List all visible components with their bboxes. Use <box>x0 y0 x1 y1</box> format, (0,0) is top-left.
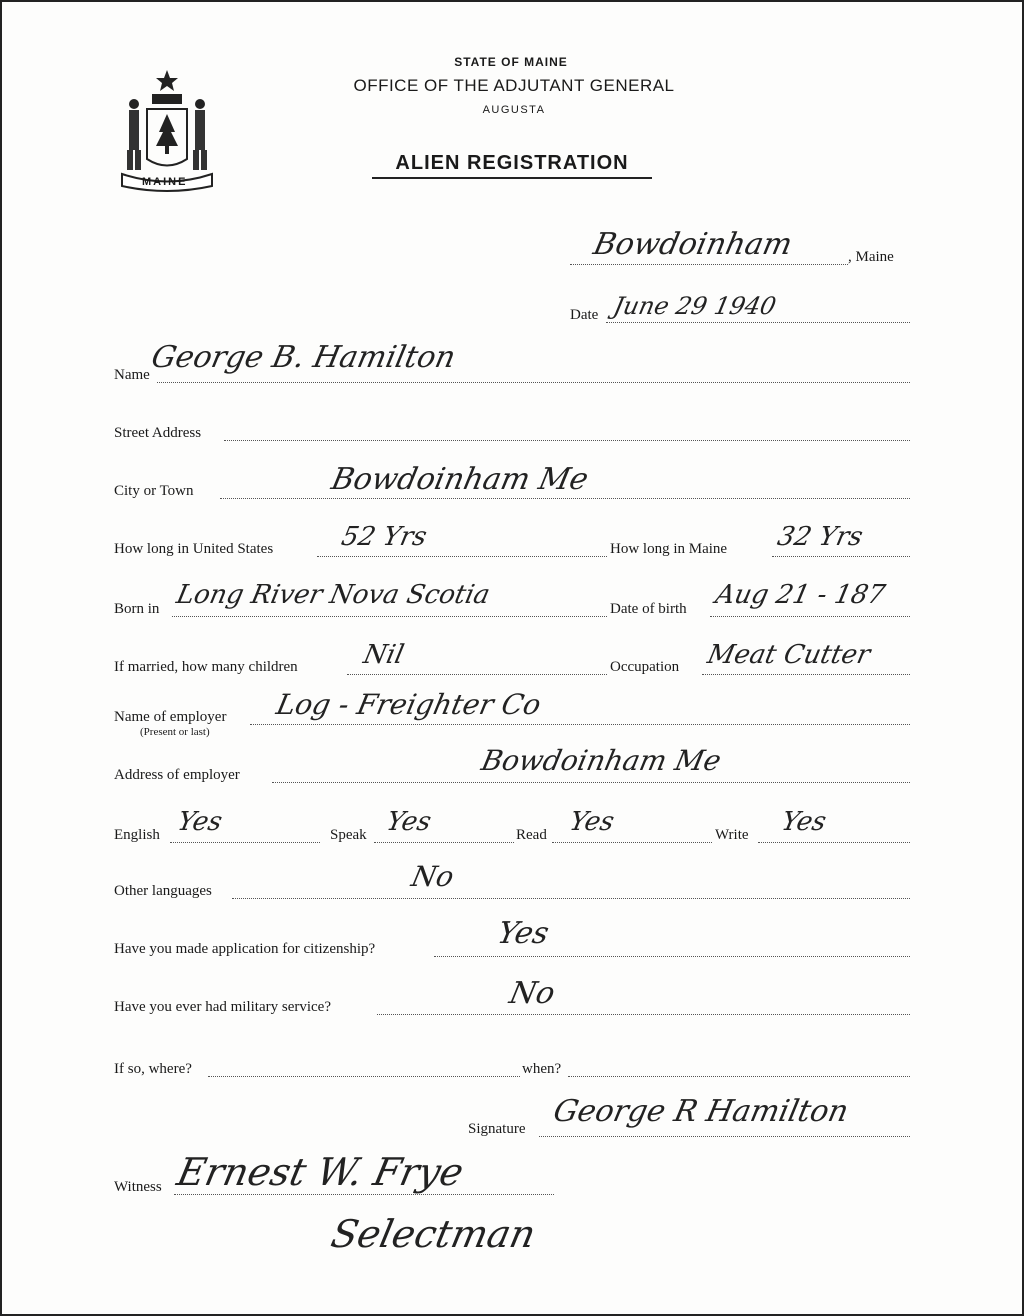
children-line <box>347 674 607 675</box>
where-label: If so, where? <box>114 1061 192 1077</box>
signature-label: Signature <box>468 1121 526 1137</box>
how-long-me-label: How long in Maine <box>610 541 728 557</box>
town-line <box>570 264 848 265</box>
street-label: Street Address <box>114 425 202 441</box>
speak-line <box>374 842 514 843</box>
header-city: AUGUSTA <box>482 104 546 116</box>
read-line <box>552 842 712 843</box>
dob-label: Date of birth <box>610 601 687 617</box>
citizenship-line <box>434 956 910 957</box>
name-label: Name <box>114 367 150 383</box>
city-line <box>220 498 910 499</box>
witness-title: Selectman <box>327 1212 540 1256</box>
born-in-value: Long River Nova Scotia <box>173 580 493 610</box>
maine-label: , Maine <box>848 249 894 265</box>
how-long-me-value: 32 Yrs <box>774 522 866 552</box>
form-title: ALIEN REGISTRATION <box>372 152 652 179</box>
citizenship-value: Yes <box>494 916 553 951</box>
town-value: Bowdoinham <box>590 227 796 262</box>
header-office: OFFICE OF THE ADJUTANT GENERAL <box>353 76 675 95</box>
dob-value: Aug 21 - 187 <box>712 580 888 610</box>
employer-address-value: Bowdoinham Me <box>478 744 725 777</box>
write-line <box>758 842 910 843</box>
occupation-value: Meat Cutter <box>704 640 873 670</box>
when-label: when? <box>522 1061 562 1077</box>
other-languages-label: Other languages <box>114 883 212 899</box>
employer-line <box>250 724 910 725</box>
signature-value: George R Hamilton <box>550 1094 852 1129</box>
english-label: English <box>114 827 160 843</box>
citizenship-label: Have you made application for citizenship? <box>114 941 376 957</box>
where-line <box>208 1076 520 1077</box>
military-value: No <box>506 976 559 1011</box>
name-value: George B. Hamilton <box>148 340 459 375</box>
witness-label: Witness <box>114 1179 162 1195</box>
header-state: STATE OF MAINE <box>454 55 568 69</box>
date-line <box>606 322 910 323</box>
street-line <box>224 440 910 441</box>
employer-label: Name of employer <box>114 709 227 725</box>
how-long-me-line <box>772 556 910 557</box>
date-value: June 29 1940 <box>611 292 779 320</box>
english-line <box>170 842 320 843</box>
read-label: Read <box>516 827 547 843</box>
other-languages-value: No <box>408 860 457 893</box>
military-label: Have you ever had military service? <box>114 999 331 1015</box>
children-value: Nil <box>360 640 407 670</box>
speak-value: Yes <box>383 807 434 837</box>
witness-line <box>174 1194 554 1195</box>
occupation-label: Occupation <box>610 659 680 675</box>
children-label: If married, how many children <box>114 659 298 675</box>
signature-line <box>539 1136 910 1137</box>
military-line <box>377 1014 910 1015</box>
write-value: Yes <box>778 807 829 837</box>
born-in-label: Born in <box>114 601 160 617</box>
when-line <box>568 1076 910 1077</box>
employer-address-line <box>272 782 910 783</box>
how-long-us-value: 52 Yrs <box>338 522 430 552</box>
city-value: Bowdoinham Me <box>328 462 592 497</box>
english-value: Yes <box>174 807 225 837</box>
born-in-line <box>172 616 607 617</box>
how-long-us-label: How long in United States <box>114 541 274 557</box>
how-long-us-line <box>317 556 607 557</box>
write-label: Write <box>715 827 749 843</box>
city-label: City or Town <box>114 483 194 499</box>
occupation-line <box>702 674 910 675</box>
dob-line <box>710 616 910 617</box>
name-line <box>157 382 910 383</box>
read-value: Yes <box>566 807 617 837</box>
employer-note: (Present or last) <box>140 726 210 738</box>
seal-banner: MAINE <box>142 176 188 188</box>
employer-value: Log - Freighter Co <box>273 688 544 721</box>
witness-value: Ernest W. Frye <box>173 1150 468 1194</box>
other-languages-line <box>232 898 910 899</box>
employer-address-label: Address of employer <box>114 767 240 783</box>
speak-label: Speak <box>330 827 367 843</box>
date-label: Date <box>570 307 599 323</box>
